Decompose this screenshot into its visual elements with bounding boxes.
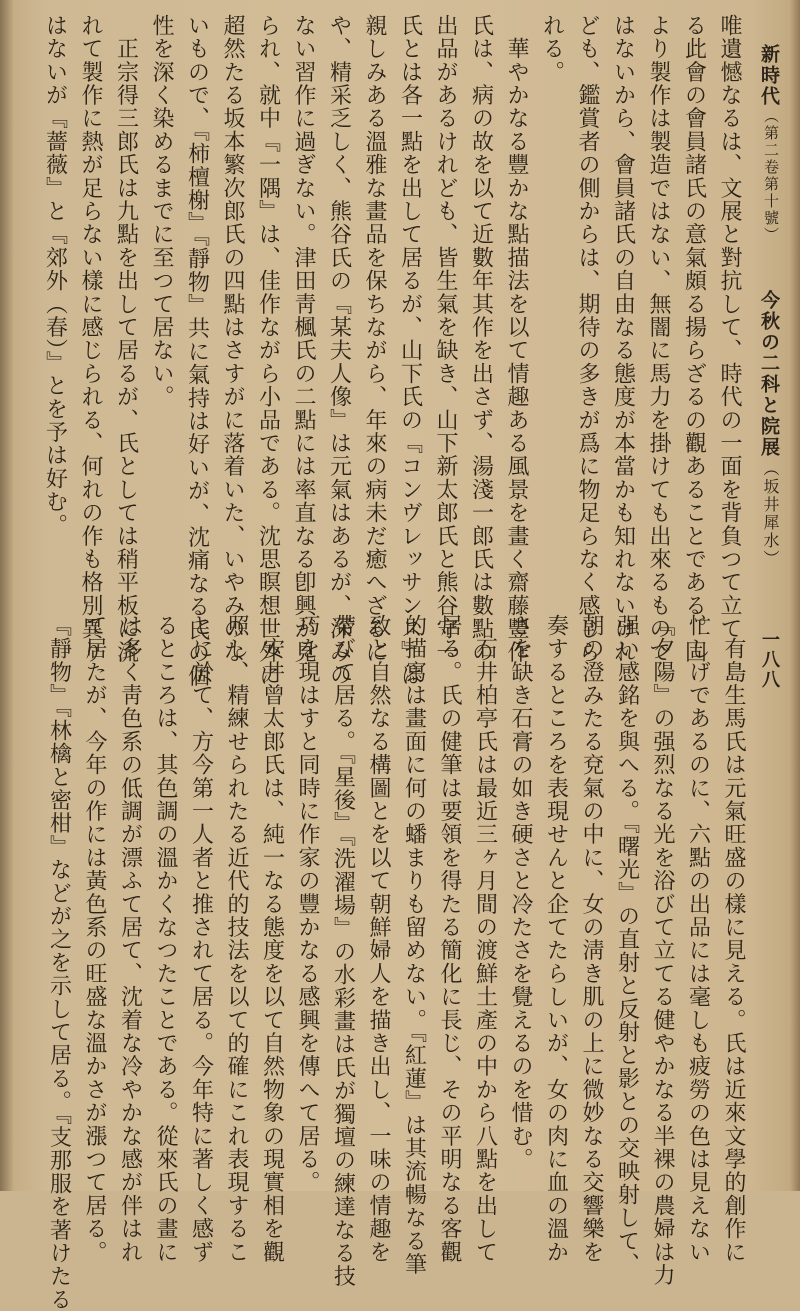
text-column-bottom: 巧を現はすと同時に作家の豐かなる感興を傳へて居る。 <box>295 614 320 1194</box>
text-column-bottom: 致と自然なる構圖とを以て朝鮮婦人を描き出し、一味の情趣を <box>366 614 391 1264</box>
text-column-top: 性を深く染めるまでに至つて居ない。 <box>149 14 174 409</box>
text-column-top: 正宗得三郎氏は九點を出して居るが、氏としては稍平板に流 <box>113 14 139 664</box>
page-edge-shadow-left <box>0 0 14 1191</box>
text-column-top: 超然たる坂本繁次郎氏の四點はさすがに落着いた、いやみのな <box>220 14 245 664</box>
text-column-bottom: さを缺き石膏の如き硬さと冷たさを覺えるのを惜む。 <box>508 614 533 1171</box>
text-column-top: 唯遺憾なるは、文展と對抗して、時代の一面を背負つて立て <box>717 14 742 641</box>
text-column-top: 氏は、病の故を以て近數年其作を出さず、湯淺一郎氏は數點の <box>468 14 494 664</box>
text-column-bottom: 有島生馬氏は元氣旺盛の樣に見える。氏は近來文學的創作に <box>721 614 746 1264</box>
text-column-bottom: 石井柏亭氏は最近三ヶ月間の渡鮮土產の中から八點を出して <box>472 614 498 1264</box>
author-name: （坂井犀水） <box>761 460 780 568</box>
text-column-top: れて製作に熱が足らない樣に感じられる、何れの作も格別異り <box>78 14 103 664</box>
text-column-top: る此會の會員諸氏の意氣頗る揚らざるの觀あることである。固 <box>681 14 707 664</box>
text-column-top: れる。 <box>539 14 565 84</box>
text-column-bottom: とに於て、方今第一人者と推されて居る。今年特に著しく感ず <box>188 614 214 1264</box>
text-column-bottom: 帶びて居る。『星後』『洗濯場』の水彩畫は氏が獨壇の練達なる技 <box>330 614 356 1288</box>
text-column-bottom: るところは、其色調の溫かくなつたことである。從來氏の畫に <box>153 614 178 1264</box>
text-column-top: はないから、會員諸氏の自由なる態度が本當かも知れないけれ <box>610 14 636 664</box>
text-column-top: ない習作に過ぎない。津田靑楓氏の二點には率直なる卽興が見 <box>291 14 316 664</box>
page-number: 一八八 <box>759 630 780 690</box>
text-column-bottom: 安井曾太郎氏は、純一なる態度を以て自然物象の現實相を觀 <box>259 614 285 1264</box>
text-column-bottom: て居たが、今年の作には黃色系の旺盛な溫かさが漲つて居る。 <box>82 614 107 1264</box>
text-column-top: られ、就中『一隅』は、佳作ながら小品である。沈思瞑想世外に <box>255 14 281 687</box>
text-column-top: はないが『薔薇』と『郊外（春）』とを予は好む。 <box>42 14 68 537</box>
text-column-bottom: 强い感銘を與へる。『曙光』の直射と反射と影との交映射して、 <box>614 614 640 1276</box>
text-column-top: や、精采乏しく、熊谷氏の『某夫人像』は元氣はあるが、深みの <box>326 14 352 687</box>
text-column-top: ども、鑑賞者の側からは、期待の多きが爲に物足らなく感じら <box>575 14 600 664</box>
issue-label: （第二卷第十號） <box>762 108 780 244</box>
text-column-bottom: 朝の澄みたる兗氣の中に、女の淸き肌の上に微妙なる交響樂を <box>579 614 604 1264</box>
text-column-bottom: 居る。氏の健筆は要領を得たる簡化に長じ、その平明なる客觀 <box>437 614 462 1264</box>
text-column-top: 出品があるけれども、皆生氣を缺き、山下新太郎氏と熊谷守一 <box>433 14 458 664</box>
text-column-bottom: 『夕陽』の强烈なる光を浴びて立てる健やかなる半裸の農婦は力 <box>650 614 675 1287</box>
text-column-top: より製作は製造ではない、無闇に馬力を掛けても出來るもので <box>646 14 671 664</box>
text-column-bottom: は多く靑色系の低調が漂ふて居て、沈着な冷やかな感が伴はれ <box>117 614 143 1264</box>
text-column-top: 氏とは各一點を出して居るが、山下氏の『コンヴレッサンス』は <box>397 14 423 687</box>
article-title: 今秋の二科と院展 <box>758 290 780 458</box>
page-edge-shadow-right <box>790 0 800 1191</box>
text-column-top: いもので、『柿檀榭』『靜物』共に氣持は好いが、沈痛なる氏の個 <box>184 14 210 688</box>
journal-title: 新時代 <box>758 44 780 107</box>
text-column-bottom: 『靜物』『林檎と密柑』などが之を示して居る。『支那服を著けたる <box>46 614 72 1311</box>
text-column-bottom: 照し、精練せられたる近代的技法を以て的確にこれ表現するこ <box>224 614 249 1264</box>
text-column-top: 親しみある溫雅な畫品を保ちながら、年來の病未だ癒へざるに <box>362 14 387 664</box>
text-column-bottom: 的描寫は畫面に何の蟠まりも留めない。『紅蓮』は其流暢なる筆 <box>401 614 427 1276</box>
text-column-top: 華やかなる豐かな點描法を以て情趣ある風景を畫く齋藤豐作 <box>504 14 529 664</box>
text-column-bottom: 奏するところを表現せんと企てたらしいが、女の肉に血の溫か <box>543 614 569 1264</box>
text-column-bottom: 忙しげであるのに、六點の出品には毫しも疲勞の色は見えない <box>685 614 711 1264</box>
